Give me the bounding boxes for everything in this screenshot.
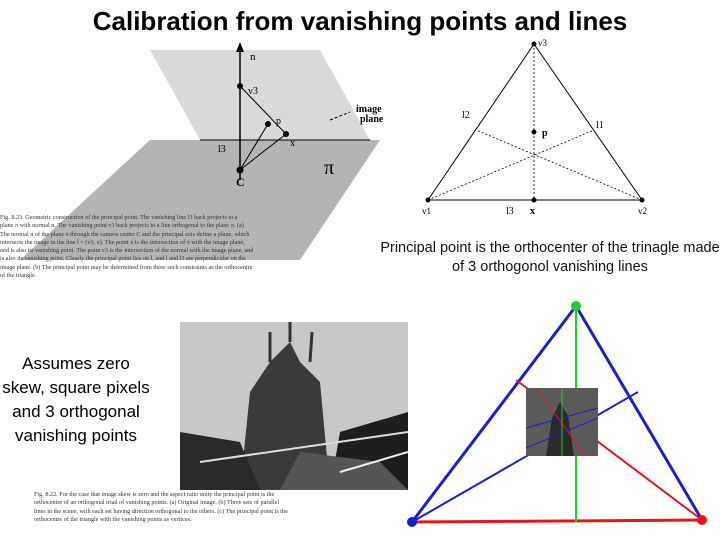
caption-line: of the triangle.: [0, 272, 37, 280]
figure-orthocenter-triangle: [410, 36, 720, 226]
image-plane-shape: [150, 50, 370, 140]
normal-arrowhead: [236, 42, 244, 52]
caption-line: image plane. (b) The principal point may be determined from three such constraints as the orthocentre: [0, 263, 253, 271]
caption-line: orthocentre of the triangle with the vanishing points as vertices.: [34, 515, 192, 523]
caption-line: is also its vanishing point. Clearly the principal point lies on l, and l and l3 are perpendicular on the: [0, 255, 246, 263]
triangle-edge-v3-v1: [428, 44, 534, 200]
l3-label: l3: [218, 144, 226, 155]
v3-point: [532, 42, 537, 47]
caption-line: Fig. 8.23. Geometric construction of the principal point. The vanishing line l3 back projects to a: [0, 214, 238, 221]
blue-vanishing-point: [407, 517, 417, 527]
v1-label: v1: [422, 206, 431, 216]
pi-label: π: [324, 157, 335, 179]
image-plane-label-2: plane: [360, 114, 384, 125]
principal-point-explanation: Principal point is the orthocenter of the trinagle made of 3 orthogonol vanishing lines: [380, 240, 720, 275]
caption-line: Fig. 8.22. For the case that image skew is zero and the aspect ratio unity the principal point is the: [34, 491, 275, 498]
triangle-edge-v3-v2: [534, 44, 642, 200]
small-building-art: [526, 388, 598, 456]
altitude-v2: [476, 130, 642, 200]
blue-altitude: [412, 392, 638, 522]
figure-caption-8-22: [34, 491, 408, 524]
p-label: p: [542, 128, 548, 139]
altitude-v1: [428, 130, 594, 200]
n-label: n: [250, 51, 256, 63]
image-plane-label-1: image: [356, 104, 382, 115]
v3-label: v3: [248, 86, 258, 97]
assumptions-text: Assumes zero skew, square pixels and 3 orthogonal vanishing points: [2, 354, 150, 445]
x-label: x: [530, 206, 535, 217]
caption-line: The normal n of the plane π through the camera centre C and the principal axis define a plane, which: [0, 230, 250, 238]
building-photo-art: [180, 322, 408, 490]
figure-caption-8-23: [0, 214, 380, 280]
building-photo: [180, 322, 408, 490]
small-building-photo: [526, 388, 598, 456]
c-label: C: [236, 175, 245, 189]
green-vanishing-point: [571, 301, 581, 311]
red-vanishing-point: [697, 515, 707, 525]
caption-line: intersects the image in the line l = (v3, x). The point x is the intersection of π with the image plane,: [0, 238, 245, 246]
v1-point: [426, 198, 431, 203]
image-plane-label: [356, 104, 384, 125]
slide-title: Calibration from vanishing points and lines: [92, 6, 628, 36]
p-point: [532, 130, 537, 135]
p-label: p: [276, 116, 281, 127]
caption-line: plane π with normal n. The vanishing point v3 back projects to a line orthogonal to the plane π. (a): [0, 222, 244, 230]
l1-label: l1: [596, 120, 604, 131]
v2-label: v2: [638, 206, 647, 216]
l3-label: l3: [506, 206, 514, 217]
caption-line: and is also its vanishing point. The point v3 is the intersection of the normal with the image plane, and: [0, 247, 254, 255]
red-edge-bottom: [412, 520, 702, 522]
v3-label: v3: [538, 38, 547, 48]
x-label: x: [290, 138, 295, 149]
x-point: [532, 198, 537, 203]
caption-line: lines in the scene, with each set having direction orthogonal to the others. (c) The principal point is the: [34, 507, 288, 515]
v2-point: [640, 198, 645, 203]
caption-line: orthocentre of an orthogonal triad of vanishing points. (a) Original image. (b) Three sets of parallel: [34, 499, 280, 507]
l2-label: l2: [462, 110, 470, 121]
